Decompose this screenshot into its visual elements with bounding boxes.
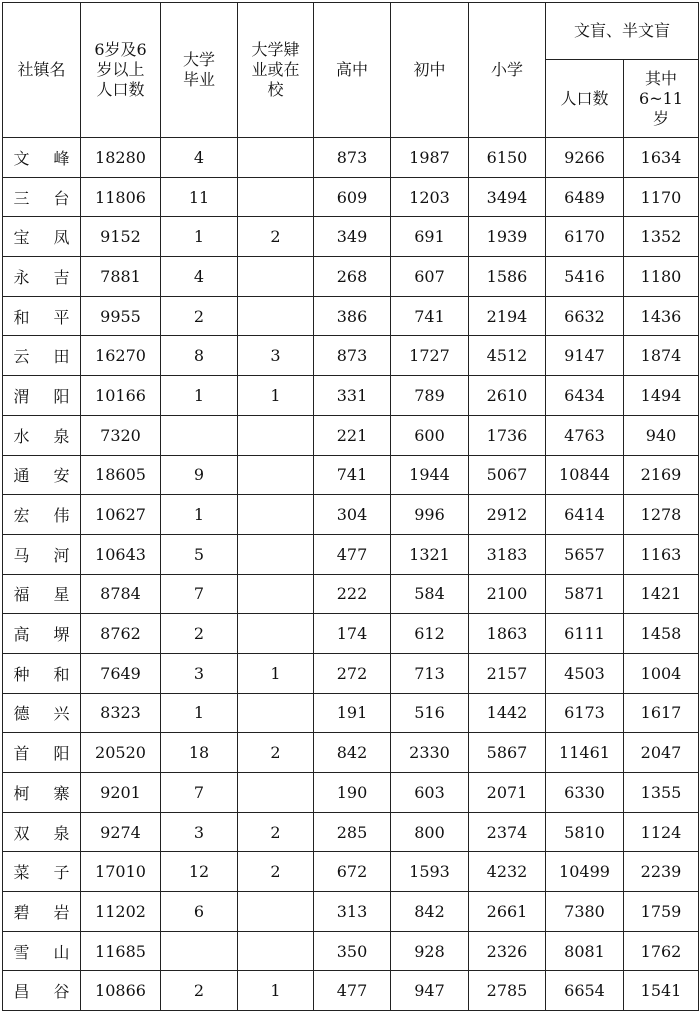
illiterate-children-cell: 1180: [624, 257, 699, 297]
university-attending-cell: [238, 138, 314, 178]
university-attending-cell: [238, 574, 314, 614]
illiterate-population-cell: 6489: [546, 177, 624, 217]
header-university-attending: 大学肄业或在校: [238, 3, 314, 138]
primary-school-cell: 2661: [469, 892, 546, 932]
university-attending-cell: 1: [238, 376, 314, 416]
town-name-char: 田: [53, 347, 70, 367]
table-row: [3, 773, 699, 813]
town-name-char: 双: [13, 823, 30, 843]
town-name-char: 马: [13, 545, 30, 565]
town-name-cell: [3, 257, 81, 297]
high-school-cell: 477: [314, 534, 391, 574]
university-attending-cell: [238, 177, 314, 217]
university-attending-cell: [238, 455, 314, 495]
primary-school-cell: 2071: [469, 773, 546, 813]
university-graduates-cell: 2: [161, 614, 238, 654]
table-row: [3, 415, 699, 455]
illiterate-children-cell: 2239: [624, 852, 699, 892]
illiterate-population-cell: 6111: [546, 614, 624, 654]
table-row: [3, 852, 699, 892]
town-name-cell: [3, 892, 81, 932]
university-graduates-cell: 12: [161, 852, 238, 892]
illiterate-population-cell: 9266: [546, 138, 624, 178]
population-cell: 20520: [81, 733, 161, 773]
high-school-cell: 477: [314, 971, 391, 1011]
illiterate-population-cell: 6170: [546, 217, 624, 257]
table-row: [3, 733, 699, 773]
town-name-char: 德: [13, 704, 30, 724]
town-name-char: 子: [53, 863, 70, 883]
population-cell: 16270: [81, 336, 161, 376]
university-attending-cell: 1: [238, 653, 314, 693]
table-row: [3, 653, 699, 693]
town-name-char: 首: [13, 744, 30, 764]
primary-school-cell: 2374: [469, 812, 546, 852]
high-school-cell: 609: [314, 177, 391, 217]
illiterate-population-cell: 6330: [546, 773, 624, 813]
primary-school-cell: 2100: [469, 574, 546, 614]
university-graduates-cell: 4: [161, 138, 238, 178]
town-name-cell: [3, 693, 81, 733]
table-header: [3, 3, 699, 138]
table-row: [3, 217, 699, 257]
illiterate-population-cell: 6173: [546, 693, 624, 733]
illiterate-population-cell: 6632: [546, 296, 624, 336]
university-graduates-cell: 11: [161, 177, 238, 217]
primary-school-cell: 5867: [469, 733, 546, 773]
high-school-cell: 268: [314, 257, 391, 297]
town-name-cell: [3, 177, 81, 217]
illiterate-children-cell: 1352: [624, 217, 699, 257]
population-cell: 10643: [81, 534, 161, 574]
middle-school-cell: 996: [391, 495, 469, 535]
illiterate-children-cell: 1436: [624, 296, 699, 336]
middle-school-cell: 842: [391, 892, 469, 932]
university-attending-cell: 1: [238, 971, 314, 1011]
high-school-cell: 190: [314, 773, 391, 813]
university-attending-cell: [238, 415, 314, 455]
town-name-char: 种: [13, 664, 30, 684]
middle-school-cell: 1987: [391, 138, 469, 178]
high-school-cell: 672: [314, 852, 391, 892]
university-attending-cell: [238, 931, 314, 971]
illiterate-children-cell: 1541: [624, 971, 699, 1011]
high-school-cell: 386: [314, 296, 391, 336]
middle-school-cell: 691: [391, 217, 469, 257]
university-attending-cell: [238, 773, 314, 813]
table-row: [3, 971, 699, 1011]
header-high-school: 高中: [314, 3, 391, 138]
town-name-char: 台: [53, 188, 70, 208]
town-name-cell: [3, 574, 81, 614]
illiterate-children-cell: 2169: [624, 455, 699, 495]
primary-school-cell: 2785: [469, 971, 546, 1011]
illiterate-children-cell: 1759: [624, 892, 699, 932]
town-name-char: 高: [13, 625, 30, 645]
university-graduates-cell: 8: [161, 336, 238, 376]
illiterate-children-cell: 1617: [624, 693, 699, 733]
middle-school-cell: 612: [391, 614, 469, 654]
population-cell: 10627: [81, 495, 161, 535]
primary-school-cell: 3183: [469, 534, 546, 574]
university-attending-cell: [238, 495, 314, 535]
population-cell: 8323: [81, 693, 161, 733]
middle-school-cell: 1321: [391, 534, 469, 574]
high-school-cell: 174: [314, 614, 391, 654]
town-name-cell: [3, 415, 81, 455]
town-name-char: 宝: [13, 228, 30, 248]
illiterate-children-cell: 1004: [624, 653, 699, 693]
population-cell: 10166: [81, 376, 161, 416]
university-attending-cell: [238, 892, 314, 932]
town-name-char: 福: [13, 585, 30, 605]
town-name-char: 阳: [53, 386, 70, 406]
population-cell: 11685: [81, 931, 161, 971]
town-name-char: 和: [53, 664, 70, 684]
population-cell: 11202: [81, 892, 161, 932]
header-illiterate-children: 其中6~11岁: [624, 60, 699, 138]
high-school-cell: 191: [314, 693, 391, 733]
university-graduates-cell: 7: [161, 574, 238, 614]
town-name-char: 昌: [13, 982, 30, 1002]
town-name-char: 堺: [53, 625, 70, 645]
primary-school-cell: 3494: [469, 177, 546, 217]
town-name-cell: [3, 376, 81, 416]
high-school-cell: 873: [314, 138, 391, 178]
university-graduates-cell: 1: [161, 495, 238, 535]
illiterate-children-cell: 1874: [624, 336, 699, 376]
illiterate-children-cell: 1421: [624, 574, 699, 614]
table-row: [3, 138, 699, 178]
town-name-cell: [3, 495, 81, 535]
population-cell: 9274: [81, 812, 161, 852]
town-name-char: 谷: [53, 982, 70, 1002]
university-graduates-cell: 2: [161, 296, 238, 336]
town-name-cell: [3, 852, 81, 892]
town-name-cell: [3, 733, 81, 773]
town-name-char: 文: [13, 148, 30, 168]
illiterate-population-cell: 9147: [546, 336, 624, 376]
table-row: [3, 455, 699, 495]
table-row: [3, 574, 699, 614]
university-attending-cell: [238, 257, 314, 297]
header-university-graduates: 大学毕业: [161, 3, 238, 138]
table-row: [3, 336, 699, 376]
table-row: [3, 495, 699, 535]
town-name-char: 渭: [13, 386, 30, 406]
high-school-cell: 741: [314, 455, 391, 495]
population-cell: 11806: [81, 177, 161, 217]
illiterate-children-cell: 1163: [624, 534, 699, 574]
header-population: 6岁及6岁以上人口数: [81, 3, 161, 138]
middle-school-cell: 603: [391, 773, 469, 813]
high-school-cell: 873: [314, 336, 391, 376]
university-graduates-cell: 1: [161, 376, 238, 416]
town-name-char: 河: [53, 545, 70, 565]
high-school-cell: 285: [314, 812, 391, 852]
population-cell: 7649: [81, 653, 161, 693]
illiterate-children-cell: 1124: [624, 812, 699, 852]
town-name-char: 云: [13, 347, 30, 367]
middle-school-cell: 741: [391, 296, 469, 336]
university-graduates-cell: 7: [161, 773, 238, 813]
primary-school-cell: 1939: [469, 217, 546, 257]
middle-school-cell: 800: [391, 812, 469, 852]
population-cell: 18605: [81, 455, 161, 495]
middle-school-cell: 600: [391, 415, 469, 455]
table-row: [3, 534, 699, 574]
illiterate-children-cell: 1278: [624, 495, 699, 535]
town-name-char: 阳: [53, 744, 70, 764]
header-primary-school: 小学: [469, 3, 546, 138]
university-graduates-cell: 6: [161, 892, 238, 932]
town-name-char: 峰: [53, 148, 70, 168]
town-name-char: 泉: [53, 426, 70, 446]
table-row: [3, 931, 699, 971]
primary-school-cell: 4512: [469, 336, 546, 376]
table-row: [3, 296, 699, 336]
university-attending-cell: [238, 693, 314, 733]
high-school-cell: 331: [314, 376, 391, 416]
town-name-cell: [3, 138, 81, 178]
town-name-cell: [3, 971, 81, 1011]
town-name-char: 吉: [53, 267, 70, 287]
town-name-cell: [3, 455, 81, 495]
middle-school-cell: 2330: [391, 733, 469, 773]
town-name-cell: [3, 614, 81, 654]
middle-school-cell: 1944: [391, 455, 469, 495]
table-row: [3, 812, 699, 852]
illiterate-children-cell: 940: [624, 415, 699, 455]
town-name-cell: [3, 217, 81, 257]
university-graduates-cell: 9: [161, 455, 238, 495]
high-school-cell: 842: [314, 733, 391, 773]
town-name-char: 柯: [13, 783, 30, 803]
town-name-char: 平: [53, 307, 70, 327]
high-school-cell: 304: [314, 495, 391, 535]
university-graduates-cell: 5: [161, 534, 238, 574]
university-graduates-cell: 1: [161, 693, 238, 733]
university-graduates-cell: 4: [161, 257, 238, 297]
university-graduates-cell: [161, 415, 238, 455]
primary-school-cell: 2610: [469, 376, 546, 416]
university-attending-cell: [238, 534, 314, 574]
town-name-char: 星: [53, 585, 70, 605]
header-illiterate-group: 文盲、半文盲: [546, 3, 699, 60]
town-name-char: 菜: [13, 863, 30, 883]
illiterate-children-cell: 1762: [624, 931, 699, 971]
town-name-cell: [3, 336, 81, 376]
university-attending-cell: [238, 614, 314, 654]
population-cell: 8784: [81, 574, 161, 614]
town-name-char: 水: [13, 426, 30, 446]
illiterate-population-cell: 5657: [546, 534, 624, 574]
town-name-cell: [3, 812, 81, 852]
middle-school-cell: 928: [391, 931, 469, 971]
population-cell: 7881: [81, 257, 161, 297]
high-school-cell: 222: [314, 574, 391, 614]
primary-school-cell: 6150: [469, 138, 546, 178]
primary-school-cell: 1736: [469, 415, 546, 455]
table-row: [3, 376, 699, 416]
town-name-cell: [3, 653, 81, 693]
middle-school-cell: 607: [391, 257, 469, 297]
town-name-cell: [3, 296, 81, 336]
middle-school-cell: 584: [391, 574, 469, 614]
high-school-cell: 313: [314, 892, 391, 932]
illiterate-population-cell: 4503: [546, 653, 624, 693]
primary-school-cell: 2326: [469, 931, 546, 971]
town-name-char: 通: [13, 466, 30, 486]
town-name-char: 雪: [13, 942, 30, 962]
illiterate-population-cell: 11461: [546, 733, 624, 773]
illiterate-population-cell: 8081: [546, 931, 624, 971]
university-attending-cell: 2: [238, 812, 314, 852]
town-name-char: 寨: [53, 783, 70, 803]
town-name-cell: [3, 534, 81, 574]
town-name-cell: [3, 773, 81, 813]
town-name-cell: [3, 931, 81, 971]
population-cell: 17010: [81, 852, 161, 892]
table-row: [3, 614, 699, 654]
header-illiterate-population: 人口数: [546, 60, 624, 138]
primary-school-cell: 2912: [469, 495, 546, 535]
high-school-cell: 272: [314, 653, 391, 693]
illiterate-population-cell: 5416: [546, 257, 624, 297]
university-attending-cell: 2: [238, 733, 314, 773]
illiterate-children-cell: 1634: [624, 138, 699, 178]
primary-school-cell: 2194: [469, 296, 546, 336]
university-graduates-cell: 3: [161, 653, 238, 693]
illiterate-children-cell: 1494: [624, 376, 699, 416]
primary-school-cell: 1863: [469, 614, 546, 654]
header-middle-school: 初中: [391, 3, 469, 138]
town-name-char: 伟: [53, 506, 70, 526]
university-attending-cell: 2: [238, 852, 314, 892]
illiterate-population-cell: 6414: [546, 495, 624, 535]
illiterate-population-cell: 5871: [546, 574, 624, 614]
population-cell: 9955: [81, 296, 161, 336]
town-name-char: 宏: [13, 506, 30, 526]
table-row: [3, 693, 699, 733]
primary-school-cell: 2157: [469, 653, 546, 693]
primary-school-cell: 5067: [469, 455, 546, 495]
town-name-char: 兴: [53, 704, 70, 724]
town-name-char: 永: [13, 267, 30, 287]
illiterate-population-cell: 10499: [546, 852, 624, 892]
university-attending-cell: [238, 296, 314, 336]
town-name-char: 泉: [53, 823, 70, 843]
primary-school-cell: 1442: [469, 693, 546, 733]
university-graduates-cell: 1: [161, 217, 238, 257]
table-body: [3, 138, 699, 1011]
middle-school-cell: 1727: [391, 336, 469, 376]
population-cell: 9201: [81, 773, 161, 813]
high-school-cell: 221: [314, 415, 391, 455]
illiterate-population-cell: 5810: [546, 812, 624, 852]
middle-school-cell: 713: [391, 653, 469, 693]
illiterate-population-cell: 6654: [546, 971, 624, 1011]
university-attending-cell: 3: [238, 336, 314, 376]
high-school-cell: 350: [314, 931, 391, 971]
middle-school-cell: 1203: [391, 177, 469, 217]
middle-school-cell: 516: [391, 693, 469, 733]
university-graduates-cell: 18: [161, 733, 238, 773]
primary-school-cell: 1586: [469, 257, 546, 297]
population-cell: 7320: [81, 415, 161, 455]
middle-school-cell: 1593: [391, 852, 469, 892]
illiterate-children-cell: 1458: [624, 614, 699, 654]
illiterate-children-cell: 1170: [624, 177, 699, 217]
population-cell: 9152: [81, 217, 161, 257]
illiterate-children-cell: 2047: [624, 733, 699, 773]
university-graduates-cell: [161, 931, 238, 971]
education-statistics-table: [2, 2, 699, 1011]
population-cell: 18280: [81, 138, 161, 178]
primary-school-cell: 4232: [469, 852, 546, 892]
university-attending-cell: 2: [238, 217, 314, 257]
university-graduates-cell: 3: [161, 812, 238, 852]
university-graduates-cell: 2: [161, 971, 238, 1011]
illiterate-children-cell: 1355: [624, 773, 699, 813]
table-row: [3, 257, 699, 297]
table-row: [3, 177, 699, 217]
header-town: 社镇名: [3, 3, 81, 138]
illiterate-population-cell: 10844: [546, 455, 624, 495]
town-name-char: 碧: [13, 902, 30, 922]
town-name-char: 岩: [53, 902, 70, 922]
town-name-char: 和: [13, 307, 30, 327]
middle-school-cell: 789: [391, 376, 469, 416]
population-cell: 10866: [81, 971, 161, 1011]
illiterate-population-cell: 6434: [546, 376, 624, 416]
table-row: [3, 892, 699, 932]
illiterate-population-cell: 4763: [546, 415, 624, 455]
town-name-char: 三: [13, 188, 30, 208]
town-name-char: 山: [53, 942, 70, 962]
high-school-cell: 349: [314, 217, 391, 257]
population-cell: 8762: [81, 614, 161, 654]
town-name-char: 凤: [53, 228, 70, 248]
middle-school-cell: 947: [391, 971, 469, 1011]
town-name-char: 安: [53, 466, 70, 486]
illiterate-population-cell: 7380: [546, 892, 624, 932]
